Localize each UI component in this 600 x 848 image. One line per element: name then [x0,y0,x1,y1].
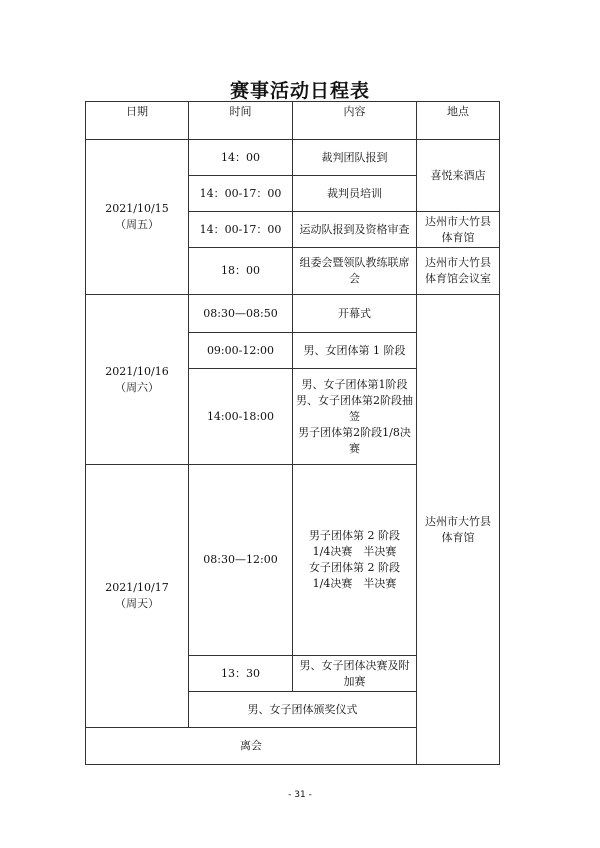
table-row [86,295,500,333]
header-place: 地点 [417,102,500,140]
content-cell: 男、女团体第 1 阶段 [293,333,417,369]
closing-cell: 离会 [86,728,417,765]
content-cell: 运动队报到及资格审查 [293,212,417,248]
content-line: 女子团体第 2 阶段 [309,561,400,574]
date-cell [86,140,189,295]
time-cell: 14：00 [189,140,293,176]
place-cell: 达州市大竹县体育馆 [417,295,500,765]
content-cell: 裁判团队报到 [293,140,417,176]
weekday-text: （周五） [115,218,159,231]
header-content: 内容 [293,102,417,140]
page-title: 赛事活动日程表 [229,80,370,102]
page-number: - 31 - [288,790,312,800]
ceremony-cell: 男、女子团体颁奖仪式 [189,692,417,728]
content-line: 男、女子团体第2阶段抽签 [296,393,413,423]
header-row [86,102,500,140]
content-cell: 裁判员培训 [293,176,417,212]
content-line: 男子团体第2阶段1/8决赛 [298,425,411,455]
weekday-text: （周天） [115,597,159,610]
header-date: 日期 [86,102,189,140]
content-cell [293,369,417,465]
content-cell: 男、女子团体决赛及附加赛 [293,656,417,692]
content-line: 1/4决赛 半决赛 [312,545,397,558]
place-cell: 达州市大竹县体育馆 [417,212,500,248]
header-time: 时间 [189,102,293,140]
schedule-table [85,101,500,765]
time-cell: 09:00-12:00 [189,333,293,369]
date-text: 2021/10/16 [105,364,169,378]
date-text: 2021/10/17 [105,581,169,594]
content-line: 1/4决赛 半决赛 [312,577,397,590]
content-cell: 组委会暨领队教练联席会 [293,248,417,295]
time-cell: 18：00 [189,248,293,295]
time-cell: 08:30—12:00 [189,465,293,656]
place-cell: 达州市大竹县体育馆会议室 [417,248,500,295]
content-cell [293,465,417,656]
time-cell: 14:00-18:00 [189,369,293,465]
place-cell: 喜悦来酒店 [417,140,500,212]
date-text: 2021/10/15 [105,202,169,215]
content-cell: 开幕式 [293,295,417,333]
weekday-text: （周六） [115,380,159,394]
content-line: 男子团体第 2 阶段 [309,529,400,542]
time-cell: 14：00-17：00 [189,176,293,212]
time-cell: 08:30—08:50 [189,295,293,333]
date-cell [86,295,189,465]
table-row [86,140,500,176]
time-cell: 14：00-17：00 [189,212,293,248]
date-cell [86,465,189,728]
content-line: 男、女子团体第1阶段 [301,377,408,391]
time-cell: 13：30 [189,656,293,692]
